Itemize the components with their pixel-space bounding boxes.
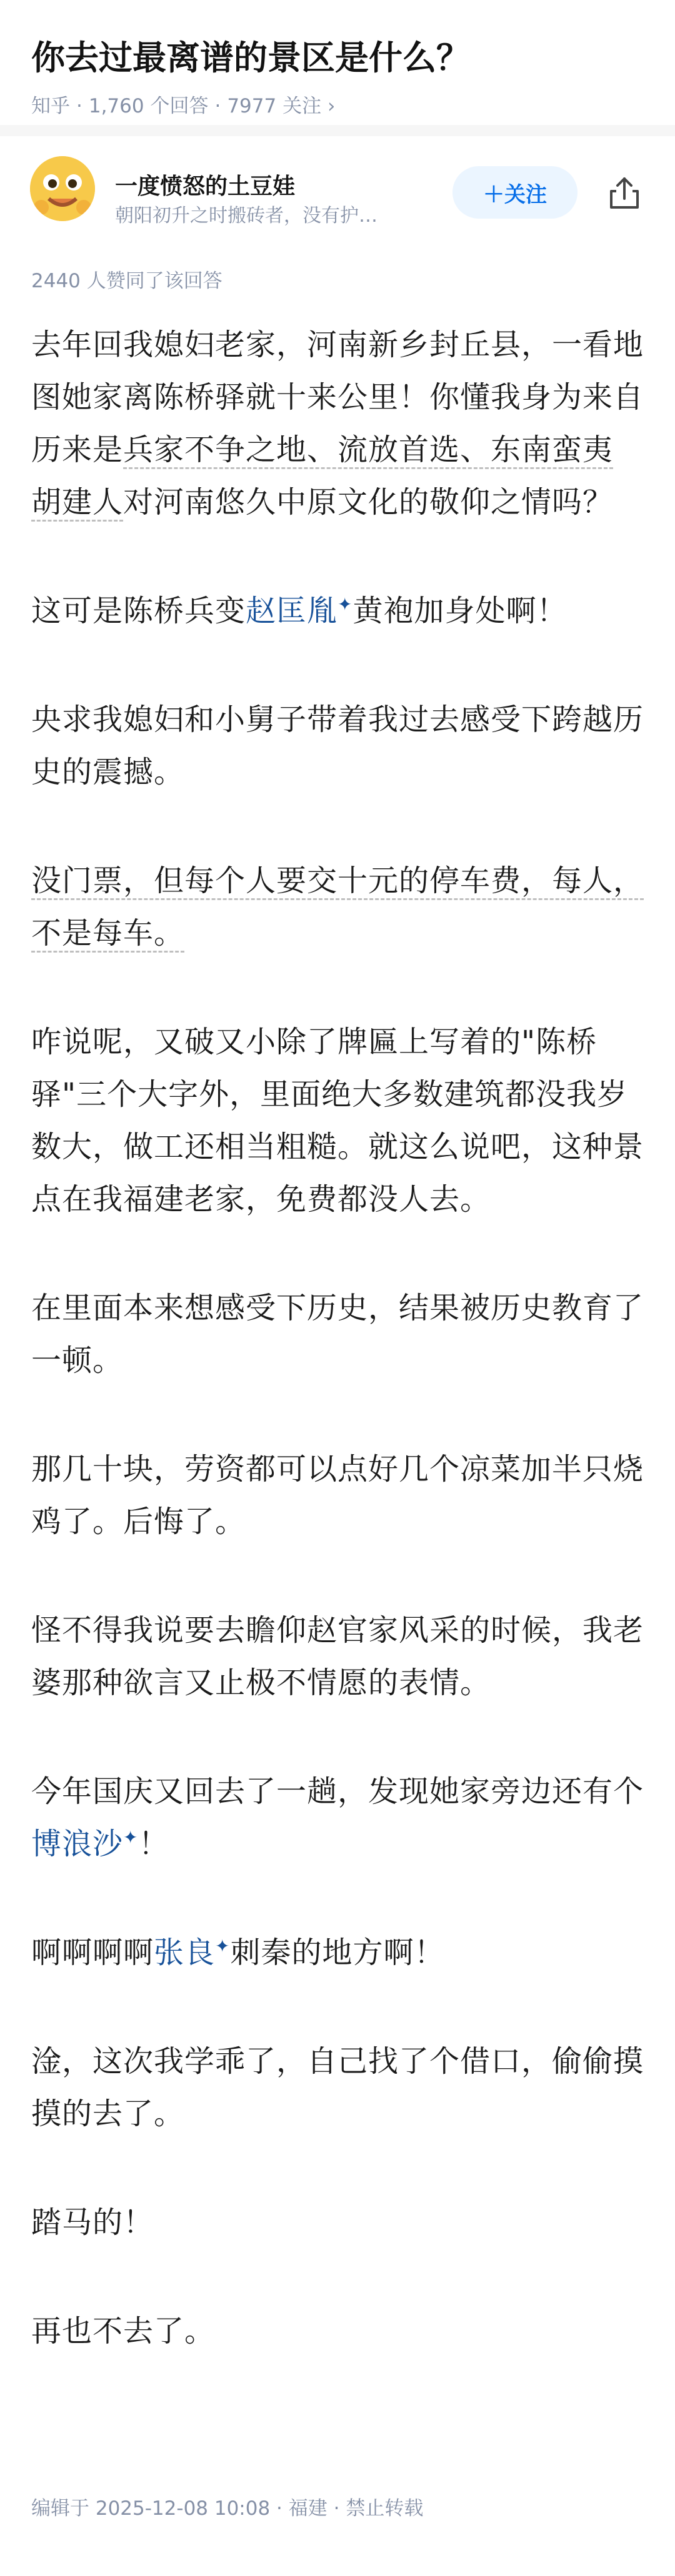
sparkle-icon: ✦: [215, 1936, 231, 1956]
upvote-count: 2440 人赞同了该回答: [31, 270, 222, 292]
source-label[interactable]: 知乎: [31, 95, 70, 117]
paragraph: 踏马的！: [31, 2205, 154, 2240]
follow-button[interactable]: ＋关注: [452, 166, 578, 219]
edit-info: 编辑于 2025-12-08 10:08 · 福建 · 禁止转载: [31, 2497, 424, 2520]
paragraph: [31, 855, 644, 959]
question-title[interactable]: 你去过最离谱的景区是什么？: [31, 38, 470, 77]
answer-count[interactable]: 1,760 个回答: [88, 95, 209, 117]
highlight-phrase[interactable]: 兵家不争之地、流放首选、东南蛮夷胡建人: [31, 432, 613, 522]
sparkle-icon: ✦: [338, 594, 353, 615]
paragraph: 再也不去了。: [31, 2314, 216, 2349]
author-bio: 朝阳初升之时搬砖者，没有护…: [115, 205, 378, 227]
entity-link-zhao-kuangyin[interactable]: 赵匡胤: [246, 593, 338, 628]
emoji-face-icon[interactable]: [30, 156, 95, 221]
paragraph: 这可是陈桥兵变赵匡胤✦黄袍加身处啊！: [31, 593, 568, 628]
highlight-phrase[interactable]: 没门票，但每个人要交十元的停车费，每人，不是每车。: [31, 863, 644, 953]
paragraph: 咋说呢，又破又小除了牌匾上写着的"陈桥驿"三个大字外，里面绝大多数建筑都没我岁数大，做工还相当粗糙。就这么说吧，这种景点在我福建老家，免费都没人去。: [31, 1024, 644, 1217]
entity-link-bolangsha[interactable]: 博浪沙: [31, 1826, 124, 1861]
question-header: [0, 0, 675, 125]
author-name[interactable]: 一度愤怒的土豆娃: [115, 174, 296, 199]
paragraph: 那几十块，劳资都可以点好几个凉菜加半只烧鸡了。后悔了。: [31, 1452, 644, 1539]
question-meta: 知乎 · 1,760 个回答 · 7977 关注 ›: [31, 95, 336, 117]
section-divider: [0, 125, 675, 136]
paragraph: 央求我媳妇和小舅子带着我过去感受下跨越历史的震撼。: [31, 702, 644, 790]
entity-link-zhang-liang[interactable]: 张良: [154, 1935, 216, 1970]
paragraph: 今年国庆又回去了一趟，发现她家旁边还有个博浪沙✦！: [31, 1774, 644, 1861]
follower-count: 7977 关注: [227, 95, 322, 117]
chevron-right-icon[interactable]: ›: [327, 95, 336, 117]
paragraph: 在里面本来想感受下历史，结果被历史教育了一顿。: [31, 1290, 644, 1378]
paragraph: 去年回我媳妇老家，河南新乡封丘县，一看地图她家离陈桥驿就十来公里！你懂我身为来自历来是兵家不争之地、流放首选、东南蛮夷胡建人对河南悠久中原文化的敬仰之情吗？: [31, 319, 644, 528]
sparkle-icon: ✦: [123, 1827, 139, 1848]
paragraph: 怪不得我说要去瞻仰赵官家风采的时候，我老婆那种欲言又止极不情愿的表情。: [31, 1613, 644, 1700]
share-icon[interactable]: [602, 171, 646, 215]
paragraph: 淦，这次我学乖了，自己找了个借口，偷偷摸摸的去了。: [31, 2044, 644, 2131]
paragraph: 啊啊啊啊张良✦刺秦的地方啊！: [31, 1935, 445, 1970]
author-row: [0, 136, 675, 230]
answer-body: [0, 319, 675, 2357]
